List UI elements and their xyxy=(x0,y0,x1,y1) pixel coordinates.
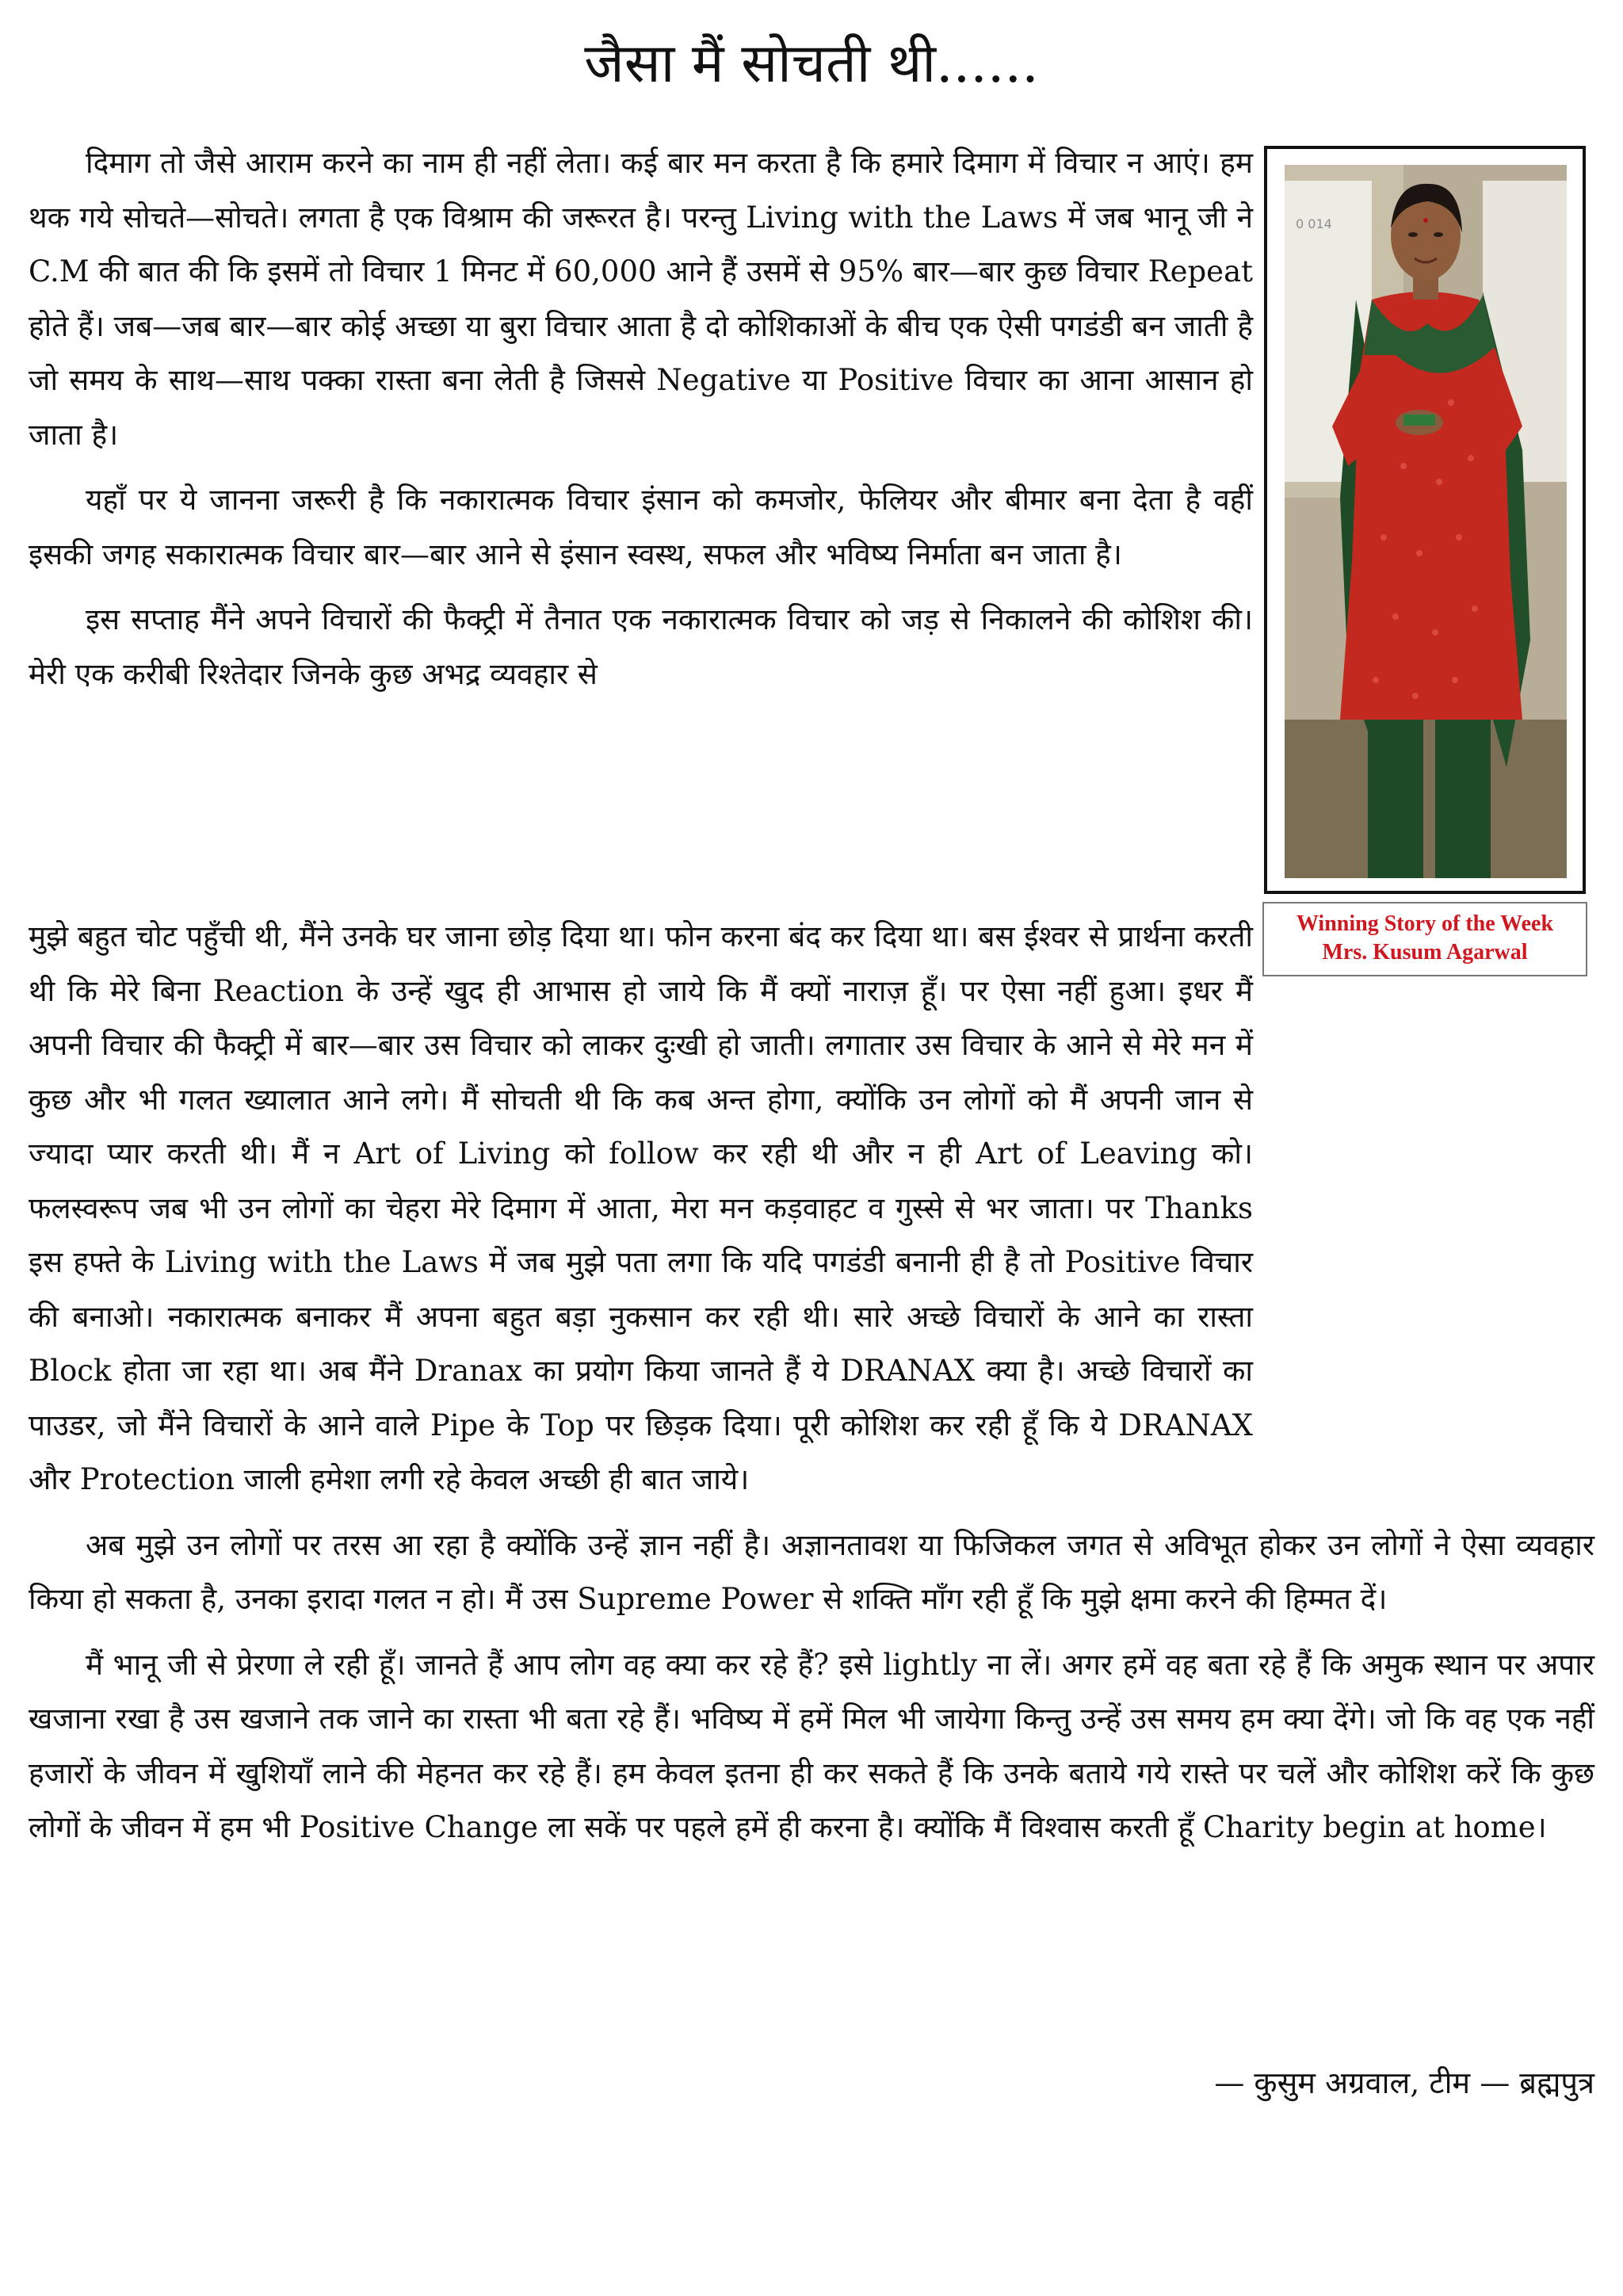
author-photo xyxy=(1285,165,1567,878)
author-signature: — कुसुम अग्रवाल, टीम — ब्रह्मपुत्र xyxy=(1214,2065,1594,2100)
paragraph-6: मैं भानू जी से प्रेरणा ले रही हूँ। जानते हैं आप लोग वह क्या कर रहे हैं? इसे lightly ना लें। अगर हमें वह बता रहे हैं कि अमुक स्थान पर अपार खजाना रखा है उस खजाने तक जाने का रास्ता भी बता रहे हैं। भविष्य में हमें मिल भी जायेगा किन्तु उन्हें उस समय हम क्या देंगे। जो कि वह एक नहीं हजारों के जीवन में खुशियाँ लाने की मेहनत कर रहे हैं। हम केवल इतना ही कर सकते हैं कि उनके बताये गये रास्ते पर चलें और कोशिश करें कि कुछ लोगों के जीवन में हम भी Positive Change ला सकें पर पहले हमें ही करना है। क्योंकि मैं विश्वास करती हूँ Charity begin at home। xyxy=(29,1647,1594,1844)
paragraph-5: अब मुझे उन लोगों पर तरस आ रहा है क्योंकि उन्हें ज्ञान नहीं है। अज्ञानतावश या फिजिकल जगत से अविभूत होकर उन लोगों ने ऐसा व्यवहार किया हो सकता है, उनका इरादा गलत न हो। मैं उस Supreme Power से शक्ति माँग रही हूँ कि मुझे क्षमा करने की हिम्मत दें। xyxy=(29,1527,1594,1616)
article-body-top xyxy=(29,136,1253,712)
svg-text:0 014: 0 014 xyxy=(1296,216,1332,231)
paragraph-4: मुझे बहुत चोट पहुँची थी, मैंने उनके घर जाना छोड़ दिया था। फोन करना बंद कर दिया था। बस ईश्वर से प्रार्थना करती थी कि मेरे बिना Reaction के उन्हें खुद ही आभास हो जाये कि मैं क्यों नाराज़ हूँ। पर ऐसा नहीं हुआ। इधर मैं अपनी विचार की फैक्ट्री में बार—बार उस विचार को लाकर दुःखी हो जाती। लगातार उस विचार के आने से मेरे मन में कुछ और भी गलत ख्यालात आने लगे। मैं सोचती थी कि कब अन्त होगा, क्योंकि उन लोगों को मैं अपनी जान से ज्यादा प्यार करती थी। मैं न Art of Living को follow कर रही थी और न ही Art of Leaving को। फलस्वरूप जब भी उन लोगों का चेहरा मेरे दिमाग में आता, मेरा मन कड़वाहट व गुस्से से भर जाता। पर Thanks इस हफ्ते के Living with the Laws में जब मुझे पता लगा कि यदि पगडंडी बनानी ही है तो Positive विचार की बनाओ। नकारात्मक बनाकर मैं अपना बहुत बड़ा नुकसान कर रही थी। सारे अच्छे विचारों के आने का रास्ता Block होता जा रहा था। अब मैंने Dranax का प्रयोग किया जानते हैं ये DRANAX क्या है। अच्छे विचारों का पाउडर, जो मैंने विचारों के आने वाले Pipe के Top पर छिड़क दिया। पूरी कोशिश कर रही हूँ कि ये DRANAX और Protection जाली हमेशा लगी रहे केवल अच्छी ही बात जाये। xyxy=(29,919,1253,1496)
paragraph-1: दिमाग तो जैसे आराम करने का नाम ही नहीं लेता। कई बार मन करता है कि हमारे दिमाग में विचार न आएं। हम थक गये सोचते—सोचते। लगता है एक विश्राम की जरूरत है। परन्तु Living with the Laws में जब भानू जी ने C.M की बात की कि इसमें तो विचार 1 मिनट में 60,000 आने हैं उसमें से 95% बार—बार कुछ विचार Repeat होते हैं। जब—जब बार—बार कोई अच्छा या बुरा विचार आता है दो कोशिकाओं के बीच एक ऐसी पगडंडी बन जाती है जो समय के साथ—साथ पक्का रास्ता बना लेती है जिससे Negative या Positive विचार का आना आसान हो जाता है। xyxy=(29,146,1253,452)
caption-author-name: Mrs. Kusum Agarwal xyxy=(1322,940,1528,965)
caption-title: Winning Story of the Week xyxy=(1296,911,1554,936)
article-body-bottom xyxy=(29,910,1594,1866)
paragraph-3: इस सप्ताह मैंने अपने विचारों की फैक्ट्री में तैनात एक नकारात्मक विचार को जड़ से निकालने की कोशिश की। मेरी एक करीबी रिश्तेदार जिनके कुछ अभद्र व्यवहार से xyxy=(29,602,1253,691)
photo-frame xyxy=(1264,146,1586,894)
article-title: जैसा मैं सोचती थी...... xyxy=(584,32,1039,95)
paragraph-2: यहाँ पर ये जानना जरूरी है कि नकारात्मक विचार इंसान को कमजोर, फेलियर और बीमार बना देता है वहीं इसकी जगह सकारात्मक विचार बार—बार आने से इंसान स्वस्थ, सफल और भविष्य निर्माता बन जाता है। xyxy=(29,483,1253,571)
